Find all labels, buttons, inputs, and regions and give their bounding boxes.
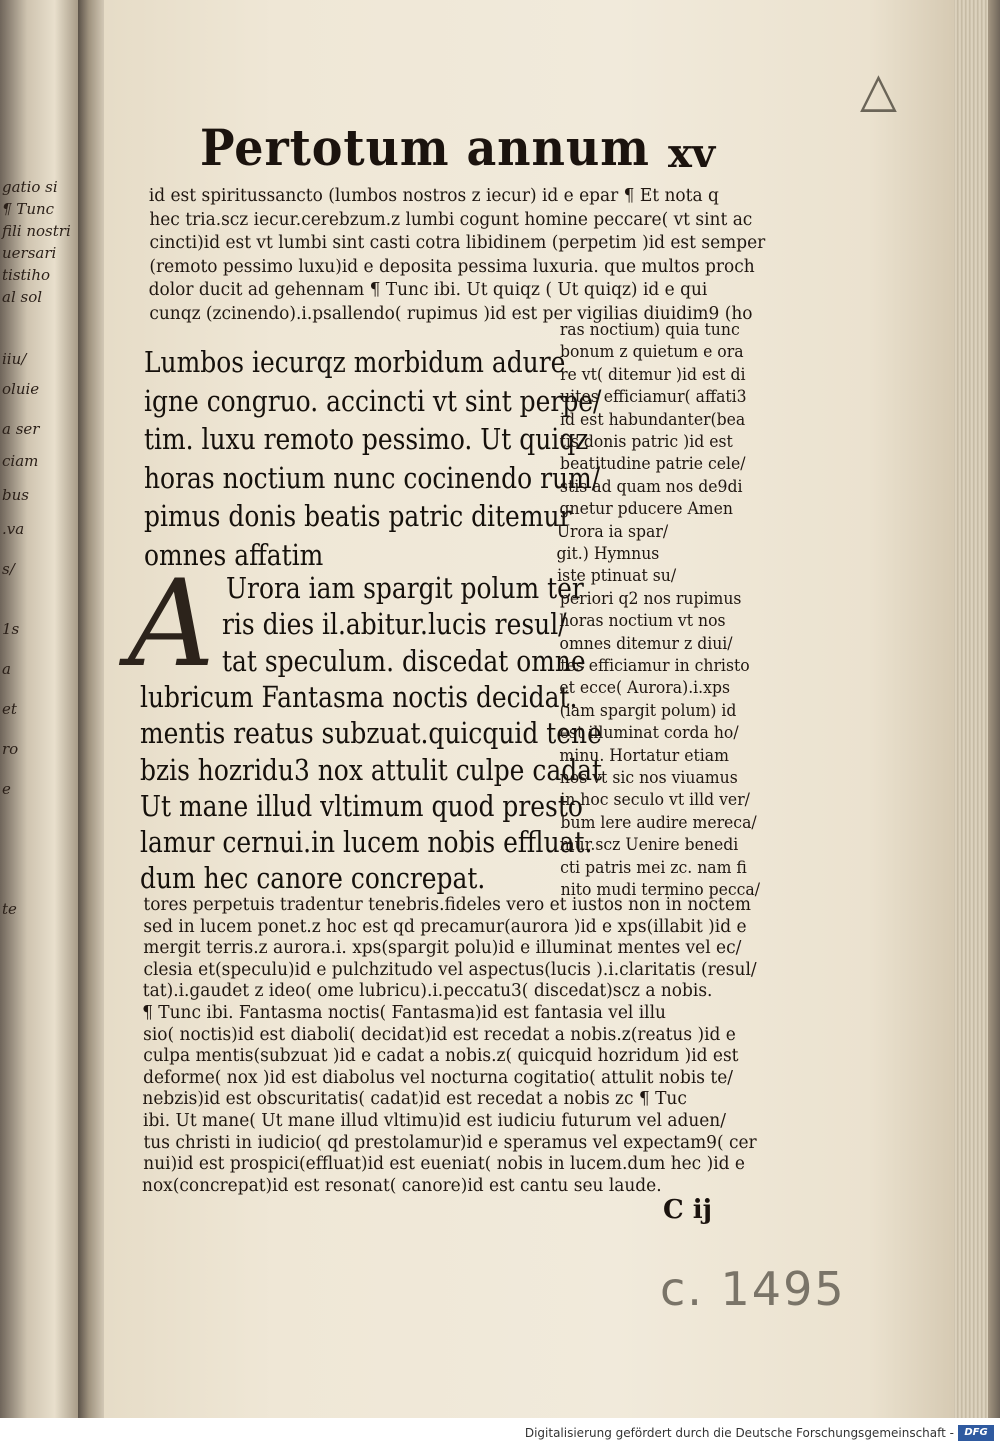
hymn-line: omnes affatim bbox=[144, 537, 324, 572]
side-gloss-line: iste ptinuat su/ bbox=[557, 566, 677, 587]
book-gutter bbox=[78, 0, 106, 1418]
side-gloss-line: est illuminat corda ho/ bbox=[559, 723, 739, 744]
side-gloss-line: et ecce( Aurora).i.xps bbox=[559, 678, 731, 699]
left-page-fragment: s/ bbox=[2, 560, 15, 578]
gloss-line: mergit terris.z aurora.i. xps(spargit polu)id e illuminat mentes vel ec/ bbox=[143, 938, 742, 959]
left-page-fragment: 1s bbox=[2, 620, 20, 638]
corner-pencil-mark: △ bbox=[860, 62, 897, 118]
left-page-fragment: te bbox=[2, 900, 17, 918]
hymn-line: igne congruo. accincti vt sint perpe/ bbox=[144, 383, 602, 418]
pencil-date-note: c. 1495 bbox=[660, 1262, 846, 1316]
side-gloss-line: git.) Hymnus bbox=[556, 544, 660, 564]
side-gloss-line: (iam spargit polum) id bbox=[559, 700, 737, 721]
side-gloss-line: mur.scz Uenire benedi bbox=[559, 835, 739, 856]
left-page-fragment: gatio si bbox=[2, 178, 58, 196]
gloss-line: tores perpetuis tradentur tenebris.fideles vero et iustos non in noctem bbox=[143, 895, 751, 915]
side-gloss-line: bum lere audire mereca/ bbox=[560, 812, 757, 833]
signature-mark: C ij bbox=[663, 1195, 713, 1225]
left-page-fragment: fili nostri bbox=[2, 222, 71, 240]
side-gloss-line: omnes ditemur z diui/ bbox=[559, 633, 733, 654]
left-page-fragment: .va bbox=[2, 520, 25, 538]
left-page-fragment: iiu/ bbox=[2, 350, 27, 368]
gloss-line: cincti)id est vt lumbi sint casti cotra libidinem (perpetim )id est semper bbox=[149, 233, 766, 253]
hymn-line: pimus donis beatis patric ditemur bbox=[144, 499, 572, 533]
gloss-line: ¶ Tunc ibi. Fantasma noctis( Fantasma)id est fantasia vel illu bbox=[142, 1003, 666, 1023]
hymn-line: tim. luxu remoto pessimo. Ut quiqz bbox=[144, 422, 589, 456]
folio-number: xv bbox=[668, 130, 716, 177]
dfg-logo: DFG bbox=[958, 1425, 994, 1441]
initial-letter: A bbox=[128, 555, 215, 694]
side-gloss-line: nito mudi termino pecca/ bbox=[560, 880, 761, 900]
side-gloss-line: horas noctium vt nos bbox=[559, 611, 726, 632]
hymn-line: Ut mane illud vltimum quod presto bbox=[140, 788, 583, 823]
gloss-line: sed in lucem ponet.z hoc est qd precamur(aurora )id e xps(illabit )id e bbox=[143, 916, 747, 937]
left-page-fragment: al sol bbox=[2, 288, 43, 306]
gloss-line: tus christi in iudicio( qd prestolamur)id e speramus vel expectam9( cer bbox=[143, 1132, 757, 1153]
side-gloss-line: periori q2 nos rupimus bbox=[559, 588, 742, 609]
side-gloss-line: tis donis patric )id est bbox=[559, 432, 733, 452]
gloss-line: hec tria.scz iecur.cerebzum.z lumbi cogunt homine peccare( vt sint ac bbox=[149, 209, 753, 230]
running-title: Pertotum annum bbox=[200, 118, 650, 177]
hymn-line: horas noctium nunc cocinendo rum/ bbox=[144, 460, 601, 495]
gloss-line: ibi. Ut mane( Ut mane illud vltimu)id est iudiciu futurum vel aduen/ bbox=[143, 1111, 726, 1131]
left-page-fragment: et bbox=[2, 700, 17, 718]
hymn-line: ris dies il.abitur.lucis resul/ bbox=[222, 607, 567, 642]
left-page-fragment: a bbox=[2, 660, 11, 678]
side-gloss-line: gnetur pducere Amen bbox=[559, 499, 733, 520]
left-page-fragment: ro bbox=[2, 740, 19, 758]
footer-credit: Digitalisierung gefördert durch die Deutsche Forschungsgemeinschaft - bbox=[524, 1426, 954, 1440]
left-page-fragment: bus bbox=[2, 486, 29, 504]
side-gloss-line: stis ad quam nos de9di bbox=[559, 476, 743, 497]
side-gloss-line: nos vt sic nos viuamus bbox=[559, 768, 738, 788]
gloss-line: (remoto pessimo luxu)id e deposita pessima luxuria. que multos proch bbox=[149, 256, 755, 277]
gloss-line: tat).i.gaudet z ideo( ome lubricu).i.peccatu3( discedat)scz a nobis. bbox=[142, 981, 713, 1002]
hymn-line: dum hec canore concrepat. bbox=[140, 861, 486, 896]
footer-bar bbox=[0, 1418, 1000, 1449]
side-gloss-line: uites efficiamur( affati3 bbox=[560, 387, 747, 408]
page-block-edge bbox=[954, 0, 1000, 1418]
left-page-fragment: ciam bbox=[2, 452, 39, 470]
hymn-line: mentis reatus subzuat.quicquid tene bbox=[140, 716, 602, 751]
side-gloss-line: ras noctium) quia tunc bbox=[559, 320, 740, 340]
left-page-fragment: oluie bbox=[2, 380, 40, 398]
gloss-line: id est spiritussancto (lumbos nostros z iecur) id e epar ¶ Et nota q bbox=[148, 186, 719, 206]
side-gloss-line: Urora ia spar/ bbox=[556, 521, 669, 542]
side-gloss-line: tes efficiamur in christo bbox=[560, 656, 750, 676]
gloss-line: nox(concrepat)id est resonat( canore)id est cantu seu laude. bbox=[142, 1175, 662, 1196]
left-page-fragment: uersari bbox=[2, 244, 57, 262]
side-gloss-line: id est habundanter(bea bbox=[560, 409, 746, 430]
gloss-line: cunqz (zcinendo).i.psallendo( rupimus )id est per vigilias diuidim9 (ho bbox=[149, 303, 753, 324]
gloss-line: sio( noctis)id est diaboli( decidat)id est recedat a nobis.z(reatus )id e bbox=[143, 1024, 736, 1045]
left-page-fragment: ¶ Tunc bbox=[2, 200, 55, 218]
side-gloss-line: re vt( ditemur )id est di bbox=[560, 364, 746, 385]
side-gloss-line: in hoc seculo vt illd ver/ bbox=[560, 790, 750, 811]
gloss-line: clesia et(speculu)id e pulchzitudo vel aspectus(lucis ).i.claritatis (resul/ bbox=[143, 959, 757, 980]
gloss-line: nebzis)id est obscuritatis( cadat)id est recedat a nobis zc ¶ Tuc bbox=[142, 1089, 687, 1110]
hymn-line: Lumbos iecurqz morbidum adure bbox=[144, 345, 566, 379]
gloss-line: culpa mentis(subzuat )id e cadat a nobis.z( quicquid hozridum )id est bbox=[143, 1046, 739, 1067]
gloss-line: dolor ducit ad gehennam ¶ Tunc ibi. Ut quiqz ( Ut quiqz) id e qui bbox=[148, 280, 708, 300]
side-gloss-line: cti patris mei zc. nam fi bbox=[560, 857, 747, 878]
hymn-line: lamur cernui.in lucem nobis effluat. bbox=[140, 825, 593, 860]
gloss-line: nui)id est prospici(effluat)id est eueniat( nobis in lucem.dum hec )id e bbox=[143, 1154, 745, 1175]
side-gloss-line: beatitudine patrie cele/ bbox=[560, 454, 746, 475]
hymn-line: tat speculum. discedat omne bbox=[222, 643, 586, 678]
side-gloss-line: minu. Hortatur etiam bbox=[559, 745, 729, 766]
hymn-line: Urora iam spargit polum ter bbox=[226, 571, 584, 605]
hymn-line: bzis hozridu3 nox attulit culpe cadat bbox=[140, 752, 603, 787]
left-page-fragment: tistiho bbox=[2, 266, 51, 284]
left-page-edge bbox=[0, 0, 78, 1418]
left-page-fragment: a ser bbox=[2, 420, 40, 438]
side-gloss-line: bonum z quietum e ora bbox=[559, 342, 744, 363]
left-page-fragment: e bbox=[2, 780, 11, 798]
gloss-line: deforme( nox )id est diabolus vel nocturna cogitatio( attulit nobis te/ bbox=[143, 1067, 734, 1088]
hymn-line: lubricum Fantasma noctis decidat. bbox=[140, 679, 578, 714]
